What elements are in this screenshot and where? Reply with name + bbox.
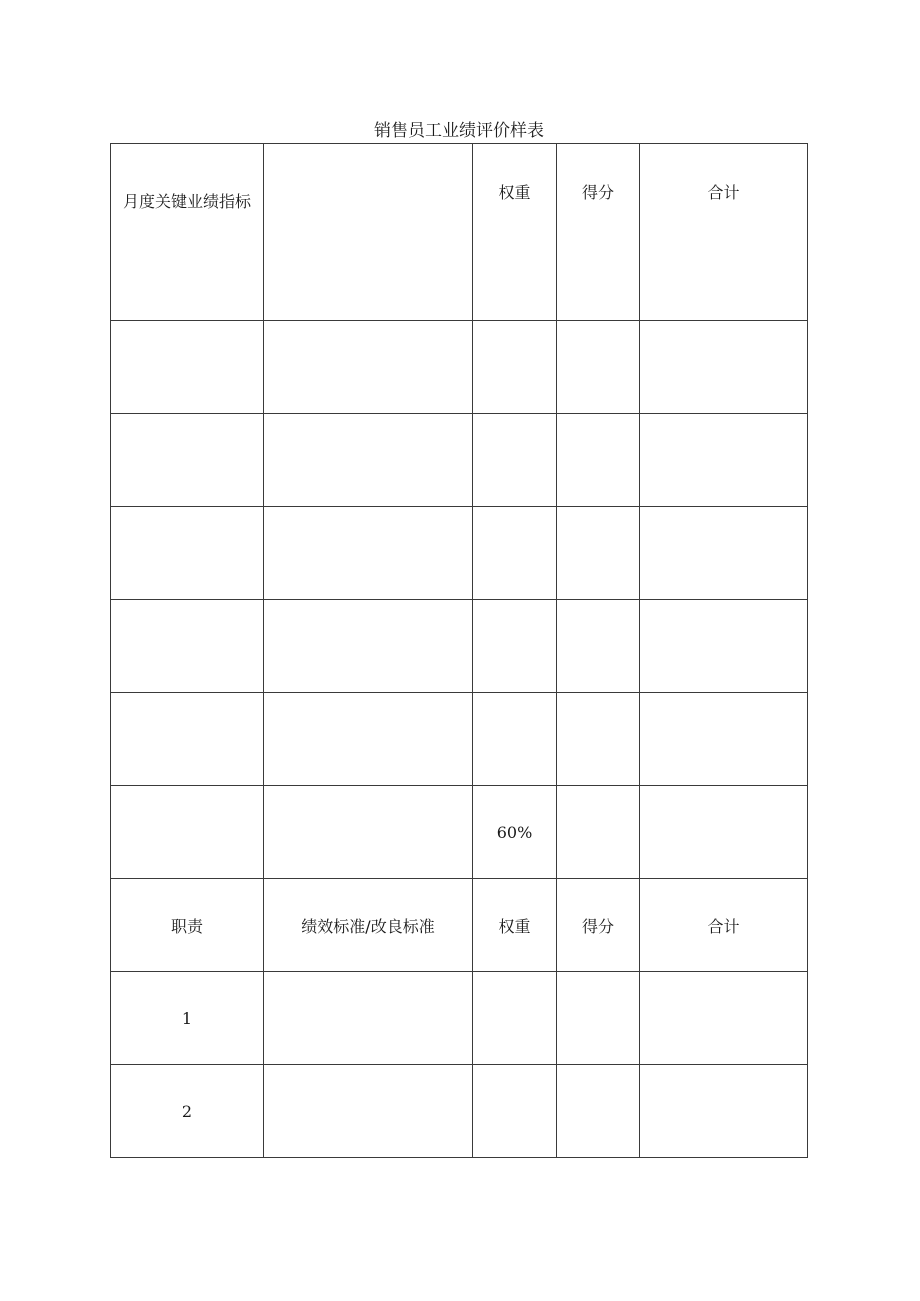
kpi-row xyxy=(111,321,808,414)
kpi-cell-score[interactable] xyxy=(557,786,640,879)
kpi-cell-description[interactable] xyxy=(264,693,473,786)
duty-header-standard: 绩效标准/改良标准 xyxy=(264,879,473,972)
kpi-cell-description[interactable] xyxy=(264,786,473,879)
kpi-cell-weight[interactable]: 60% xyxy=(473,786,557,879)
kpi-cell-description[interactable] xyxy=(264,414,473,507)
kpi-row xyxy=(111,600,808,693)
kpi-cell-indicator[interactable] xyxy=(111,321,264,414)
duty-header-total: 合计 xyxy=(640,879,808,972)
kpi-header-weight: 权重 xyxy=(473,144,557,321)
kpi-row xyxy=(111,786,808,879)
duty-cell-weight[interactable] xyxy=(473,1065,557,1158)
kpi-cell-weight[interactable] xyxy=(473,693,557,786)
kpi-cell-total[interactable] xyxy=(640,600,808,693)
duty-header-row xyxy=(111,879,808,972)
duty-header-score: 得分 xyxy=(557,879,640,972)
kpi-row xyxy=(111,693,808,786)
evaluation-table xyxy=(110,143,808,1158)
duty-cell-standard[interactable] xyxy=(264,1065,473,1158)
kpi-cell-indicator[interactable] xyxy=(111,600,264,693)
kpi-cell-weight[interactable] xyxy=(473,507,557,600)
duty-cell-score[interactable] xyxy=(557,972,640,1065)
kpi-cell-indicator[interactable] xyxy=(111,786,264,879)
kpi-cell-score[interactable] xyxy=(557,600,640,693)
kpi-header-score: 得分 xyxy=(557,144,640,321)
kpi-cell-weight[interactable] xyxy=(473,414,557,507)
kpi-cell-weight[interactable] xyxy=(473,321,557,414)
duty-cell-total[interactable] xyxy=(640,972,808,1065)
kpi-cell-description[interactable] xyxy=(264,600,473,693)
duty-cell-duty[interactable]: 2 xyxy=(111,1065,264,1158)
document-title: 销售员工业绩评价样表 xyxy=(374,121,544,141)
kpi-cell-total[interactable] xyxy=(640,693,808,786)
duty-cell-score[interactable] xyxy=(557,1065,640,1158)
kpi-cell-total[interactable] xyxy=(640,786,808,879)
kpi-cell-score[interactable] xyxy=(557,414,640,507)
kpi-cell-indicator[interactable] xyxy=(111,693,264,786)
kpi-row xyxy=(111,507,808,600)
kpi-cell-score[interactable] xyxy=(557,693,640,786)
kpi-cell-indicator[interactable] xyxy=(111,507,264,600)
kpi-cell-total[interactable] xyxy=(640,321,808,414)
kpi-cell-total[interactable] xyxy=(640,507,808,600)
kpi-cell-score[interactable] xyxy=(557,507,640,600)
duty-cell-duty[interactable]: 1 xyxy=(111,972,264,1065)
kpi-header-row xyxy=(111,144,808,321)
duty-cell-weight[interactable] xyxy=(473,972,557,1065)
duty-cell-standard[interactable] xyxy=(264,972,473,1065)
kpi-cell-description[interactable] xyxy=(264,321,473,414)
duty-row xyxy=(111,972,808,1065)
kpi-cell-score[interactable] xyxy=(557,321,640,414)
duty-row xyxy=(111,1065,808,1158)
kpi-header-description xyxy=(264,144,473,321)
kpi-cell-description[interactable] xyxy=(264,507,473,600)
duty-cell-total[interactable] xyxy=(640,1065,808,1158)
kpi-header-total: 合计 xyxy=(640,144,808,321)
duty-header-weight: 权重 xyxy=(473,879,557,972)
kpi-cell-total[interactable] xyxy=(640,414,808,507)
kpi-cell-weight[interactable] xyxy=(473,600,557,693)
kpi-header-indicator: 月度关键业绩指标 xyxy=(111,144,264,321)
duty-header-duty: 职责 xyxy=(111,879,264,972)
kpi-cell-indicator[interactable] xyxy=(111,414,264,507)
kpi-row xyxy=(111,414,808,507)
